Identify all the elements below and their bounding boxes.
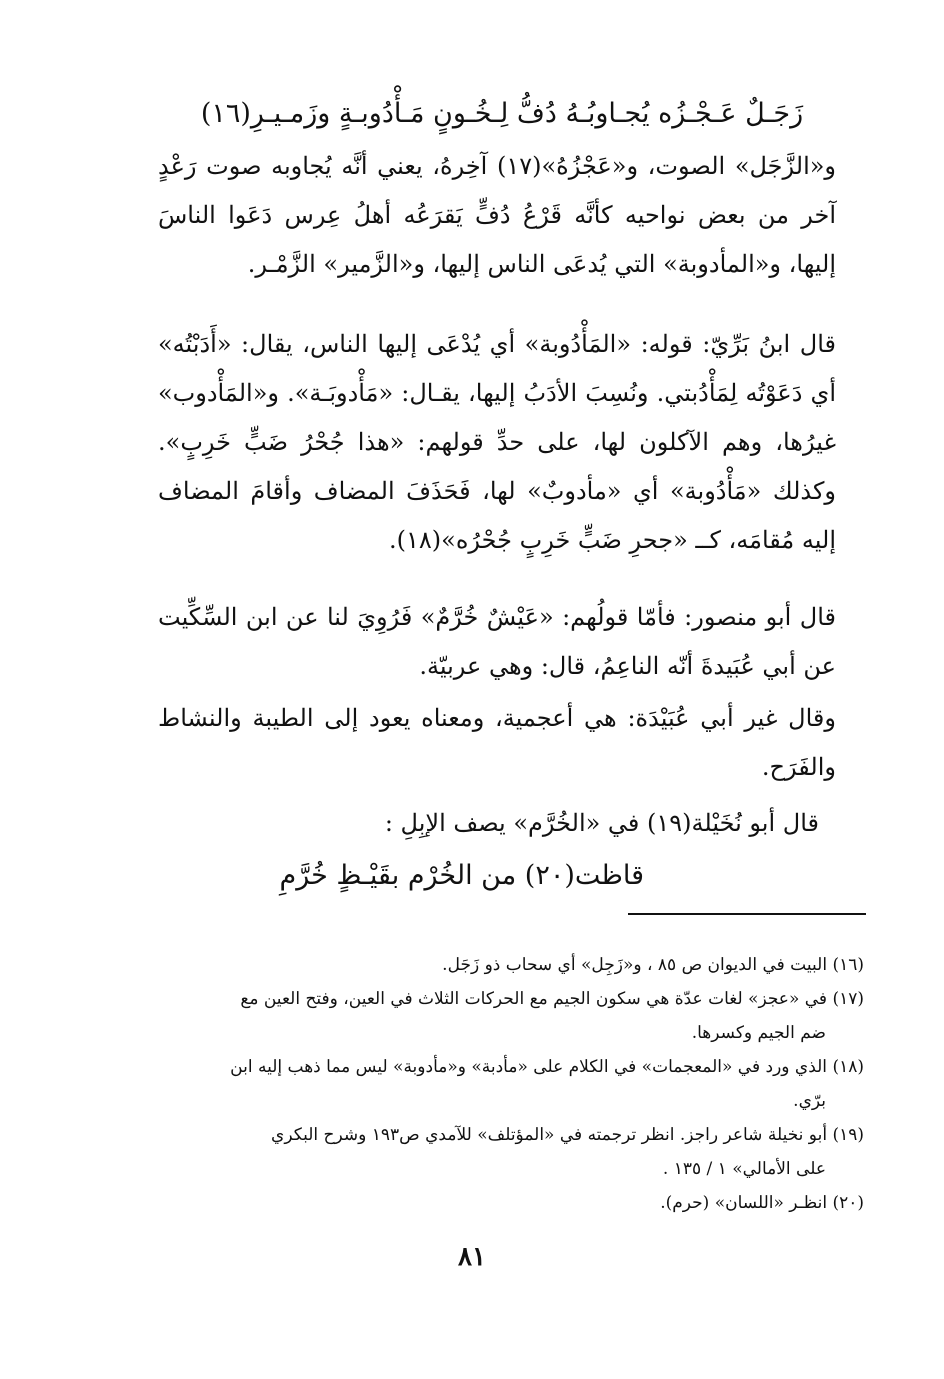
paragraph-4: وقال غير أبي عُبَيْدَة: هي أعجمية، ومعناه يعود إلى الطيبة والنشاط والفَرَح. bbox=[158, 704, 836, 781]
footnote-18-continuation: برّي. bbox=[793, 1091, 826, 1111]
footnotes bbox=[160, 948, 864, 1220]
paragraph-5: قال أبو نُخَيْلة(١٩) في «الخُرَّم» يصف الإبِلِ : bbox=[384, 809, 819, 837]
page-number: ٨١ bbox=[458, 1242, 486, 1272]
footnote-18 bbox=[160, 1050, 864, 1084]
paragraph-1: و«الزَّجَل» الصوت، و«عَجْزُهُ»(١٧) آخِرهُ، يعني أنَّه يُجاوبه صوت رَعْدٍ آخر من بعض نواحيه كأنَّه قَرْعُ دُفٍّ يَقرَعُه أهلُ عِرس دَعَوا الناسَ إليها، و«المأدوبة» التي يُدعَى الناس إليها، و«الزَّمير» الزَّمْـر. bbox=[158, 152, 837, 278]
footnote-17 bbox=[160, 982, 864, 1016]
footnote-number: (٢٠) bbox=[832, 1193, 864, 1213]
footnote-text: أبو نخيلة شاعر راجز. انظر ترجمته في «المؤتلف» للآمدي ص١٩٣ وشرح البكري bbox=[271, 1125, 828, 1145]
footnote-16 bbox=[160, 948, 864, 982]
footnote-number: (١٨) bbox=[832, 1057, 864, 1077]
verse-line-2: قاظت(٢٠) من الخُرْم بقَيْـظٍ خُرَّمِ bbox=[279, 860, 644, 891]
footnote-number: (١٩) bbox=[832, 1125, 864, 1145]
footnote-text: الذي ورد في «المعجمات» في الكلام على «مأدبة» و«مأدوبة» ليس مما ذهب إليه ابن bbox=[230, 1057, 828, 1077]
paragraph-2: قال ابنُ بَرِّيّ: قوله: «المَأْدُوبة» أي يُدْعَى إليها الناس، يقال: «أَدَبْتُه» أي دَعَوْتُه لِمَأْدُبتي. ونُسِبَ الأدَبُ إليها، يقـال: «مَأْدوبَـة». و«المَأْدوب» غيرُها، وهم الآكلون لها، على حدِّ قولهم: «هذا جُحْرُ ضَبٍّ خَرِبٍ». وكذلك «مَأْدُوبة» أي «مأدوبٌ» لها، فَحَذَفَ المضاف وأقامَ المضاف إليه مُقامَه، كــ «جحرِ ضَبٍّ خَرِبٍ جُحْرُه»(١٨). bbox=[158, 330, 836, 554]
footnote-text: في «عجز» لغات عدّة هي سكون الجيم مع الحركات الثلاث في العين، وفتح العين مع bbox=[240, 989, 828, 1009]
footnote-19-continuation: على الأمالي» ١ / ١٣٥ . bbox=[662, 1159, 826, 1179]
footnote-19 bbox=[160, 1118, 864, 1152]
footnote-text: انظـر «اللسان» (حرم). bbox=[660, 1193, 828, 1213]
footnote-number: (١٧) bbox=[832, 989, 864, 1009]
footnote-number: (١٦) bbox=[832, 955, 864, 975]
footnote-20 bbox=[160, 1186, 864, 1220]
footnote-divider bbox=[628, 913, 866, 915]
verse-line-1: زَجَـلٌ عَـجْـزُه يُجـاوبُـهُ دُفُّ لِـخُـونٍ مَـأْدُوبـةٍ وزَمـيـرِ(١٦) bbox=[200, 98, 804, 129]
footnote-text: البيت في الديوان ص ٨٥ ، و«زَجِل» أي سحاب ذو زَجَل. bbox=[442, 955, 828, 975]
footnote-17-continuation: ضم الجيم وكسرها. bbox=[691, 1023, 826, 1043]
paragraph-3: قال أبو منصور: فأمّا قولُهم: «عَيْشٌ خُرَّمٌ» فَرُوِيَ لنا عن ابن السِّكِّيت عن أبي عُبَيدةَ أنّه الناعِمُ، قال: وهي عربيّة. bbox=[158, 603, 836, 680]
